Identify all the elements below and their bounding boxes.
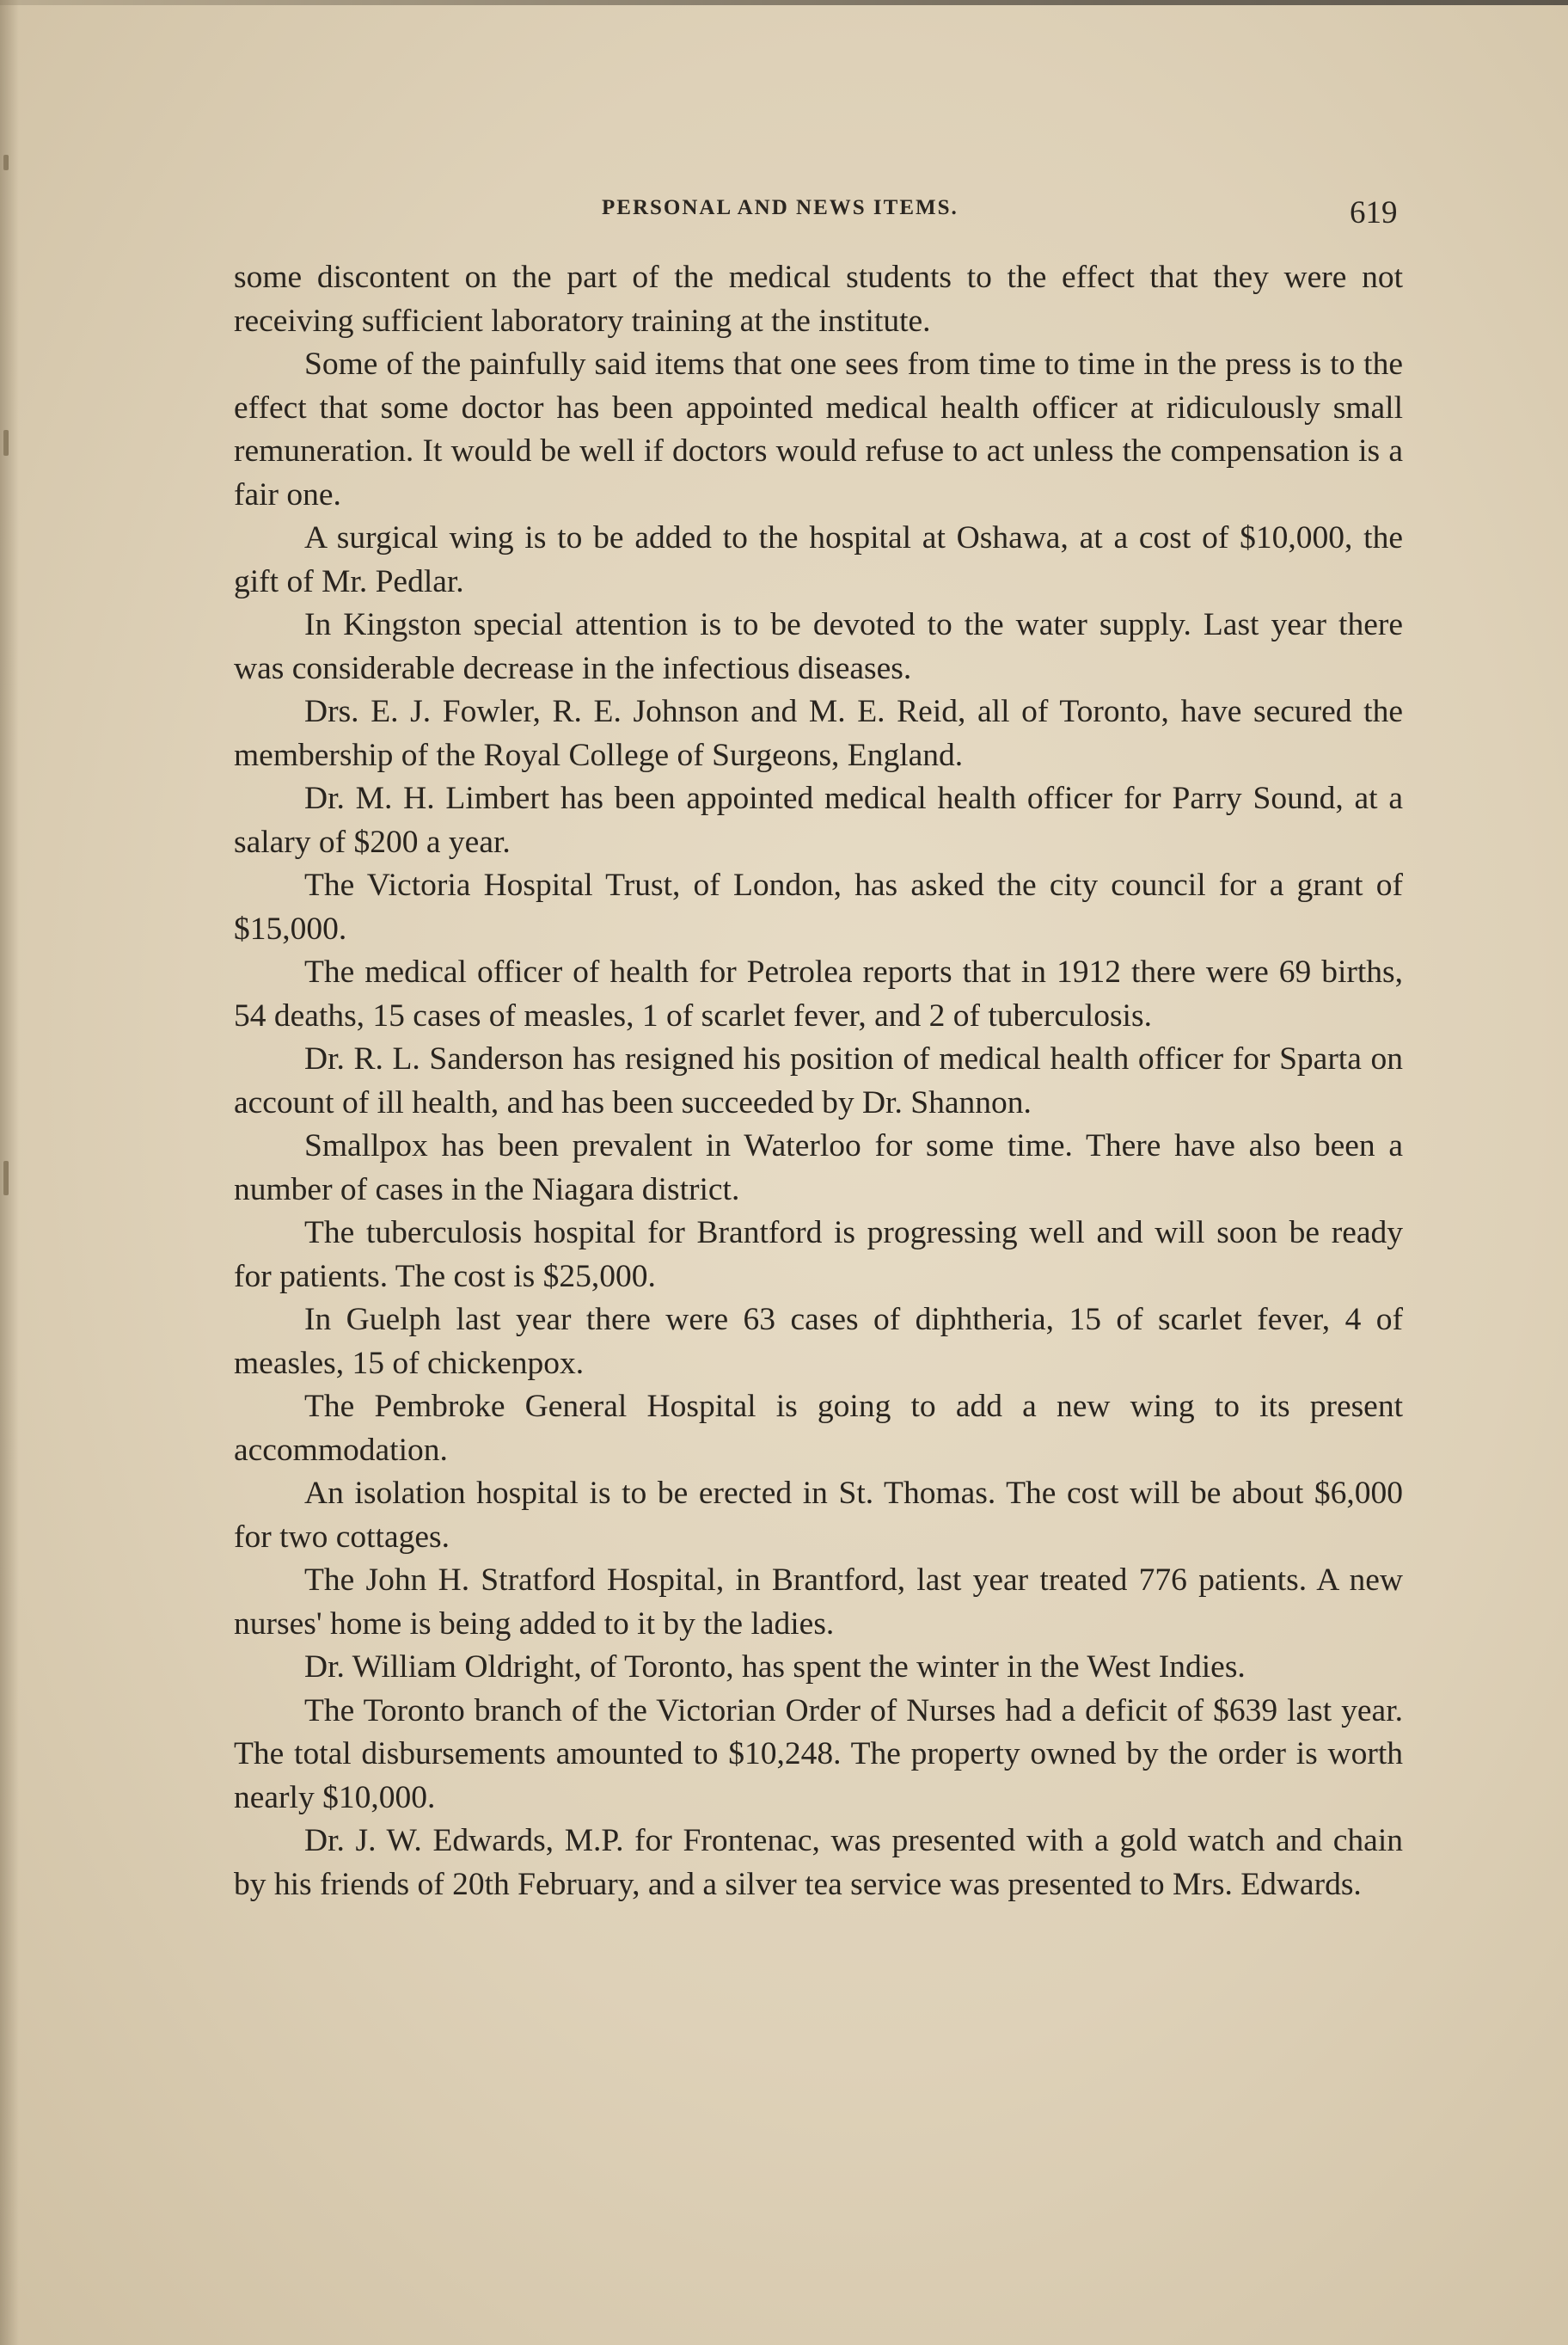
margin-mark bbox=[3, 155, 9, 170]
news-item: The Victoria Hospital Trust, of London, has asked the city council for a grant of $15,000. bbox=[234, 868, 1403, 947]
page-number: 619 bbox=[1350, 195, 1398, 230]
page-top-edge bbox=[0, 0, 1568, 5]
news-item: Dr. M. H. Limbert has been appointed medical health officer for Parry Sound, at a salary of $200 a year. bbox=[234, 781, 1403, 860]
news-item: The Toronto branch of the Victorian Order of Nurses had a deficit of $639 last year. The total disbursements amounted to $10,248. The property owned by the order is worth nearly $10,000. bbox=[234, 1692, 1403, 1815]
margin-mark bbox=[3, 430, 9, 456]
news-item: Smallpox has been prevalent in Waterloo for some time. There have also been a number of cases in the Niagara district. bbox=[234, 1128, 1403, 1207]
margin-mark bbox=[3, 1161, 9, 1195]
running-head: PERSONAL AND NEWS ITEMS. bbox=[602, 196, 959, 219]
news-item: In Guelph last year there were 63 cases of diphtheria, 15 of scarlet fever, 4 of measles, 15 of chickenpox. bbox=[234, 1302, 1403, 1381]
news-item: An isolation hospital is to be erected in St. Thomas. The cost will be about $6,000 for two cottages. bbox=[234, 1476, 1403, 1555]
news-item: Some of the painfully said items that one sees from time to time in the press is to the effect that some doctor has been appointed medical health officer at ridiculously small remuneration. It would be well if doctors would refuse to act unless the compensation is a fair one. bbox=[234, 347, 1403, 513]
news-item: The tuberculosis hospital for Brantford is progressing well and will soon be ready for patients. The cost is $25,000. bbox=[234, 1215, 1403, 1294]
news-item: The John H. Stratford Hospital, in Brantford, last year treated 776 patients. A new nurses' home is being added to it by the ladies. bbox=[234, 1562, 1403, 1642]
news-item: Dr. R. L. Sanderson has resigned his position of medical health officer for Sparta on account of ill health, and has been succeeded by Dr. Shannon. bbox=[234, 1041, 1403, 1120]
news-item: The Pembroke General Hospital is going to add a new wing to its present accommodation. bbox=[234, 1389, 1403, 1468]
news-item: Dr. William Oldright, of Toronto, has spent the winter in the West Indies. bbox=[304, 1649, 1246, 1685]
news-item: Drs. E. J. Fowler, R. E. Johnson and M. E. Reid, all of Toronto, have secured the membership of the Royal College of Surgeons, England. bbox=[234, 694, 1403, 773]
news-item: The medical officer of health for Petrolea reports that in 1912 there were 69 births, 54 deaths, 15 cases of measles, 1 of scarlet fever, and 2 of tuberculosis. bbox=[234, 955, 1403, 1034]
news-item: In Kingston special attention is to be devoted to the water supply. Last year there was considerable decrease in the infectious diseases. bbox=[234, 607, 1403, 686]
paragraph-continuation: some discontent on the part of the medical students to the effect that they were not receiving sufficient laboratory training at the institute. bbox=[234, 260, 1403, 339]
news-item: A surgical wing is to be added to the hospital at Oshawa, at a cost of $10,000, the gift of Mr. Pedlar. bbox=[234, 520, 1403, 599]
news-item: Dr. J. W. Edwards, M.P. for Frontenac, was presented with a gold watch and chain by his friends of 20th February, and a silver tea service was presented to Mrs. Edwards. bbox=[234, 1823, 1403, 1902]
article-body bbox=[234, 256, 1403, 1906]
